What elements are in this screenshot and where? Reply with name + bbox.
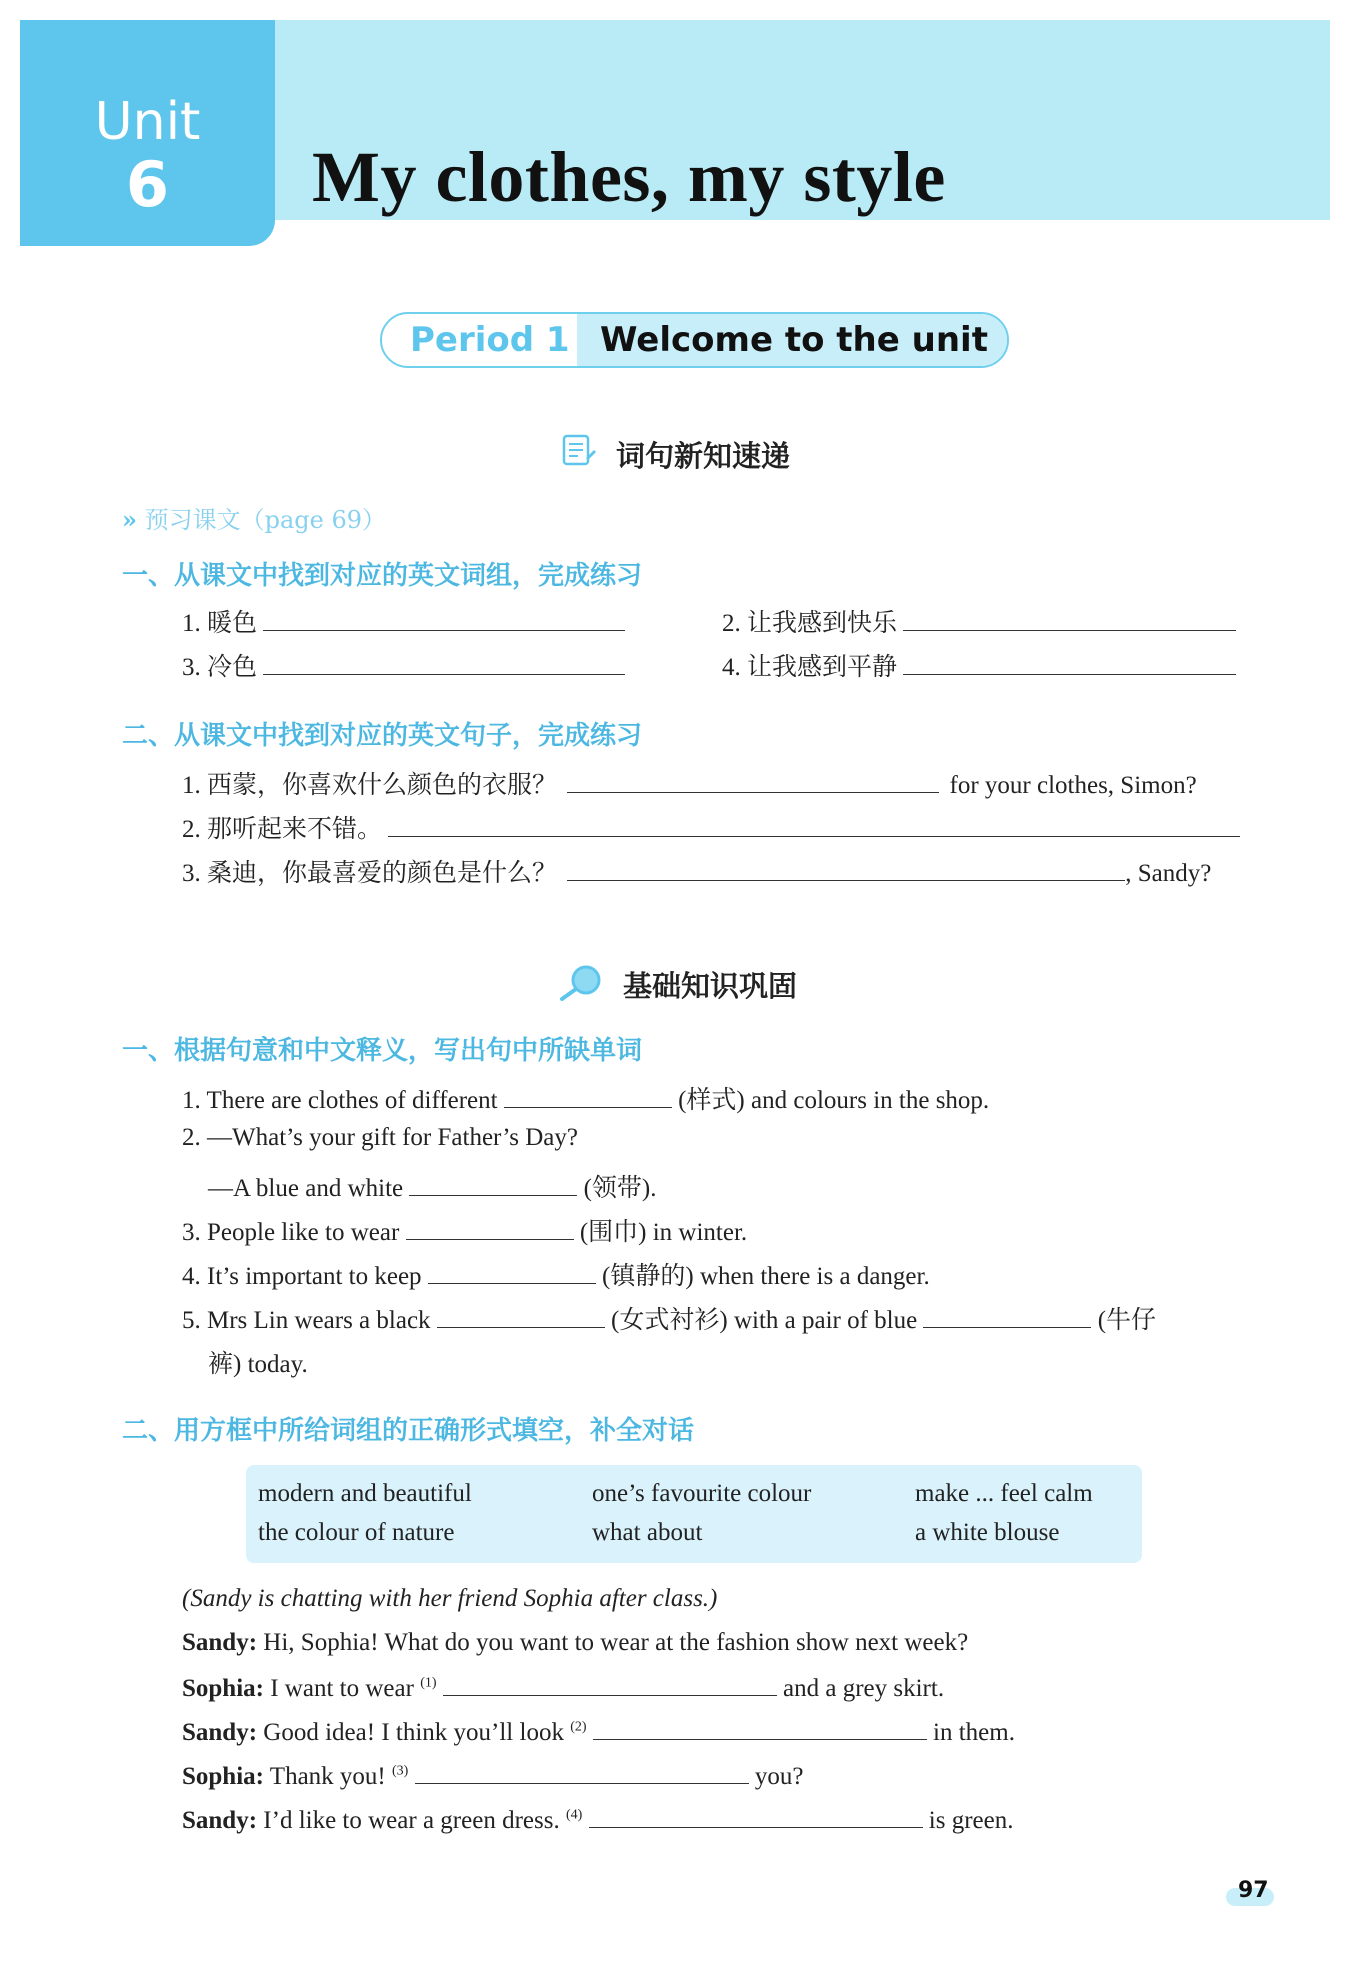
period-name: Welcome to the unit <box>600 320 988 360</box>
period-label: Period 1 <box>410 320 570 360</box>
answer-blank[interactable] <box>504 1085 672 1108</box>
answer-blank[interactable] <box>567 858 1125 881</box>
dialog-line-4: Sophia: Thank you! $^{(3)}$ you? <box>182 1763 804 1790</box>
answer-blank[interactable] <box>903 608 1236 631</box>
answer-blank[interactable] <box>437 1305 605 1328</box>
word-box-item: modern and beautiful <box>258 1480 472 1507</box>
answer-blank[interactable] <box>428 1261 596 1284</box>
dialog-line-2: Sophia: I want to wear $^{(1)}$ and a grey skirt. <box>182 1675 945 1702</box>
answer-blank[interactable] <box>593 1717 927 1740</box>
dialog-line-1: Sandy: Hi, Sophia! What do you want to wear at the fashion show next week? <box>182 1629 969 1656</box>
fill-item-3: 3. People like to wear (围巾) in winter. <box>182 1219 748 1246</box>
word-box-item: a white blouse <box>915 1519 1060 1546</box>
answer-blank[interactable] <box>263 652 625 675</box>
double-chevron-icon: » <box>122 505 137 534</box>
notebook-icon <box>560 432 598 475</box>
answer-blank[interactable] <box>903 652 1236 675</box>
answer-blank[interactable] <box>923 1305 1091 1328</box>
unit-title: My clothes, my style <box>312 137 946 217</box>
part4-title: 二、用方框中所给词组的正确形式填空，补全对话 <box>122 1416 695 1446</box>
part2-title: 二、从课文中找到对应的英文句子，完成练习 <box>122 721 643 751</box>
dialog-context: (Sandy is chatting with her friend Sophia after class.) <box>182 1585 718 1612</box>
part3-title: 一、根据句意和中文释义，写出句中所缺单词 <box>122 1036 643 1066</box>
answer-blank[interactable] <box>409 1173 577 1196</box>
fill-item-4: 4. It’s important to keep (镇静的) when there is a danger. <box>182 1263 930 1290</box>
answer-blank[interactable] <box>567 770 939 793</box>
phrase-item-2: 2. 让我感到快乐 <box>722 603 1236 639</box>
section-heading-new-words: 词句新知速递 <box>616 439 791 473</box>
magnifier-icon <box>556 962 606 1007</box>
sentence-item-2: 2. 那听起来不错。 <box>182 809 1240 845</box>
page-number: 97 <box>1238 1878 1269 1903</box>
fill-item-2-answer: —A blue and white (领带). <box>208 1175 657 1202</box>
sentence-item-1: 1. 西蒙，你喜欢什么颜色的衣服？ for your clothes, Simon? <box>182 772 1197 799</box>
answer-blank[interactable] <box>263 608 625 631</box>
answer-blank[interactable] <box>443 1673 777 1696</box>
phrase-item-4: 4. 让我感到平静 <box>722 647 1236 683</box>
phrase-item-3: 3. 冷色 <box>182 647 625 683</box>
fill-item-5-cont: 裤) today. <box>208 1351 308 1378</box>
answer-blank[interactable] <box>589 1805 923 1828</box>
section-heading-basic-knowledge: 基础知识巩固 <box>623 969 798 1003</box>
answer-blank[interactable] <box>388 814 1240 837</box>
fill-item-2-question: 2. —What’s your gift for Father’s Day? <box>182 1124 578 1151</box>
answer-blank[interactable] <box>406 1217 574 1240</box>
preview-text: 预习课文（page 69） <box>144 506 387 534</box>
word-box-item: the colour of nature <box>258 1519 455 1546</box>
part1-title: 一、从课文中找到对应的英文词组，完成练习 <box>122 561 643 591</box>
phrase-item-1: 1. 暖色 <box>182 603 625 639</box>
fill-item-5: 5. Mrs Lin wears a black (女式衬衫) with a pair of blue (牛仔 <box>182 1307 1157 1334</box>
dialog-line-5: Sandy: I’d like to wear a green dress. $^{(4)}$ is green. <box>182 1807 1014 1834</box>
word-box-item: one’s favourite colour <box>592 1480 812 1507</box>
word-box-item: what about <box>592 1519 703 1546</box>
answer-blank[interactable] <box>415 1761 749 1784</box>
word-box-item: make ... feel calm <box>915 1480 1093 1507</box>
unit-number: 6 <box>125 148 170 221</box>
preview-line <box>122 500 386 535</box>
dialog-line-3: Sandy: Good idea! I think you’ll look $^{(2)}$ in them. <box>182 1719 1015 1746</box>
unit-label: Unit <box>94 92 201 152</box>
sentence-item-3: 3. 桑迪，你最喜爱的颜色是什么？ , Sandy? <box>182 860 1212 887</box>
fill-item-1: 1. There are clothes of different (样式) and colours in the shop. <box>182 1087 990 1114</box>
period-pill <box>380 312 1009 368</box>
